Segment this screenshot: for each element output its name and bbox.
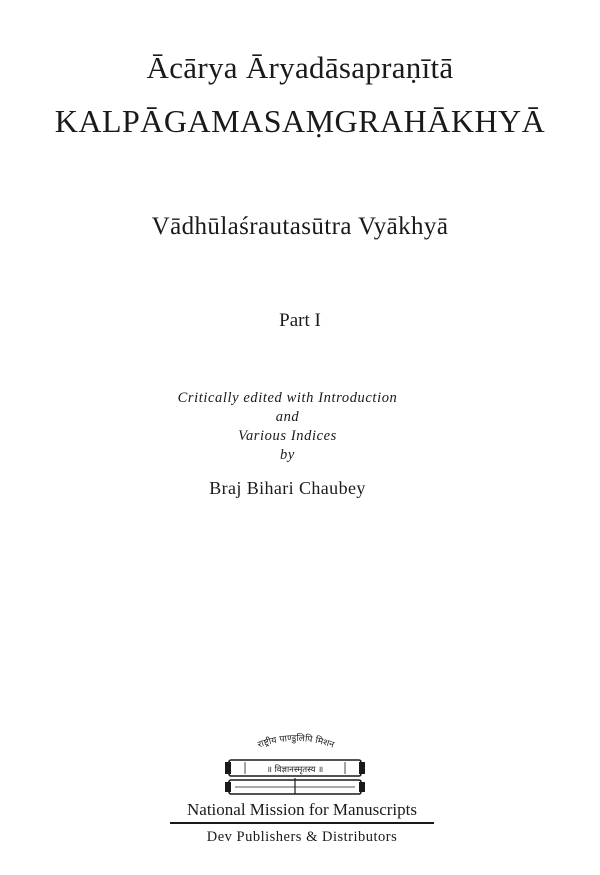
credit-line-4: by: [280, 447, 295, 463]
emblem-scroll-text: ॥ विज्ञानस्मृतस्य ॥: [266, 765, 324, 775]
distributor-name: Dev Publishers & Distributors: [206, 829, 398, 845]
publisher-divider: [170, 822, 434, 824]
credit-line-3: Various Indices: [238, 428, 337, 444]
manuscript-emblem-icon: [215, 718, 375, 800]
subtitle: Vādhūlaśrautasūtra Vyākhyā: [151, 213, 449, 240]
credit-line-2: and: [275, 409, 300, 425]
editor-name: Braj Bihari Chaubey: [209, 478, 366, 498]
credit-line-1: Critically edited with Introduction: [177, 390, 398, 406]
publisher-name: National Mission for Manuscripts: [187, 800, 417, 819]
author-line: Ācārya Āryadāsapraṇītā: [146, 50, 454, 85]
emblem-arc-text: राष्ट्रीय पाण्डुलिपि मिशन: [256, 733, 336, 751]
main-title: KALPĀGAMASAṂGRAHĀKHYĀ: [54, 103, 546, 139]
part-label: Part I: [279, 310, 321, 331]
